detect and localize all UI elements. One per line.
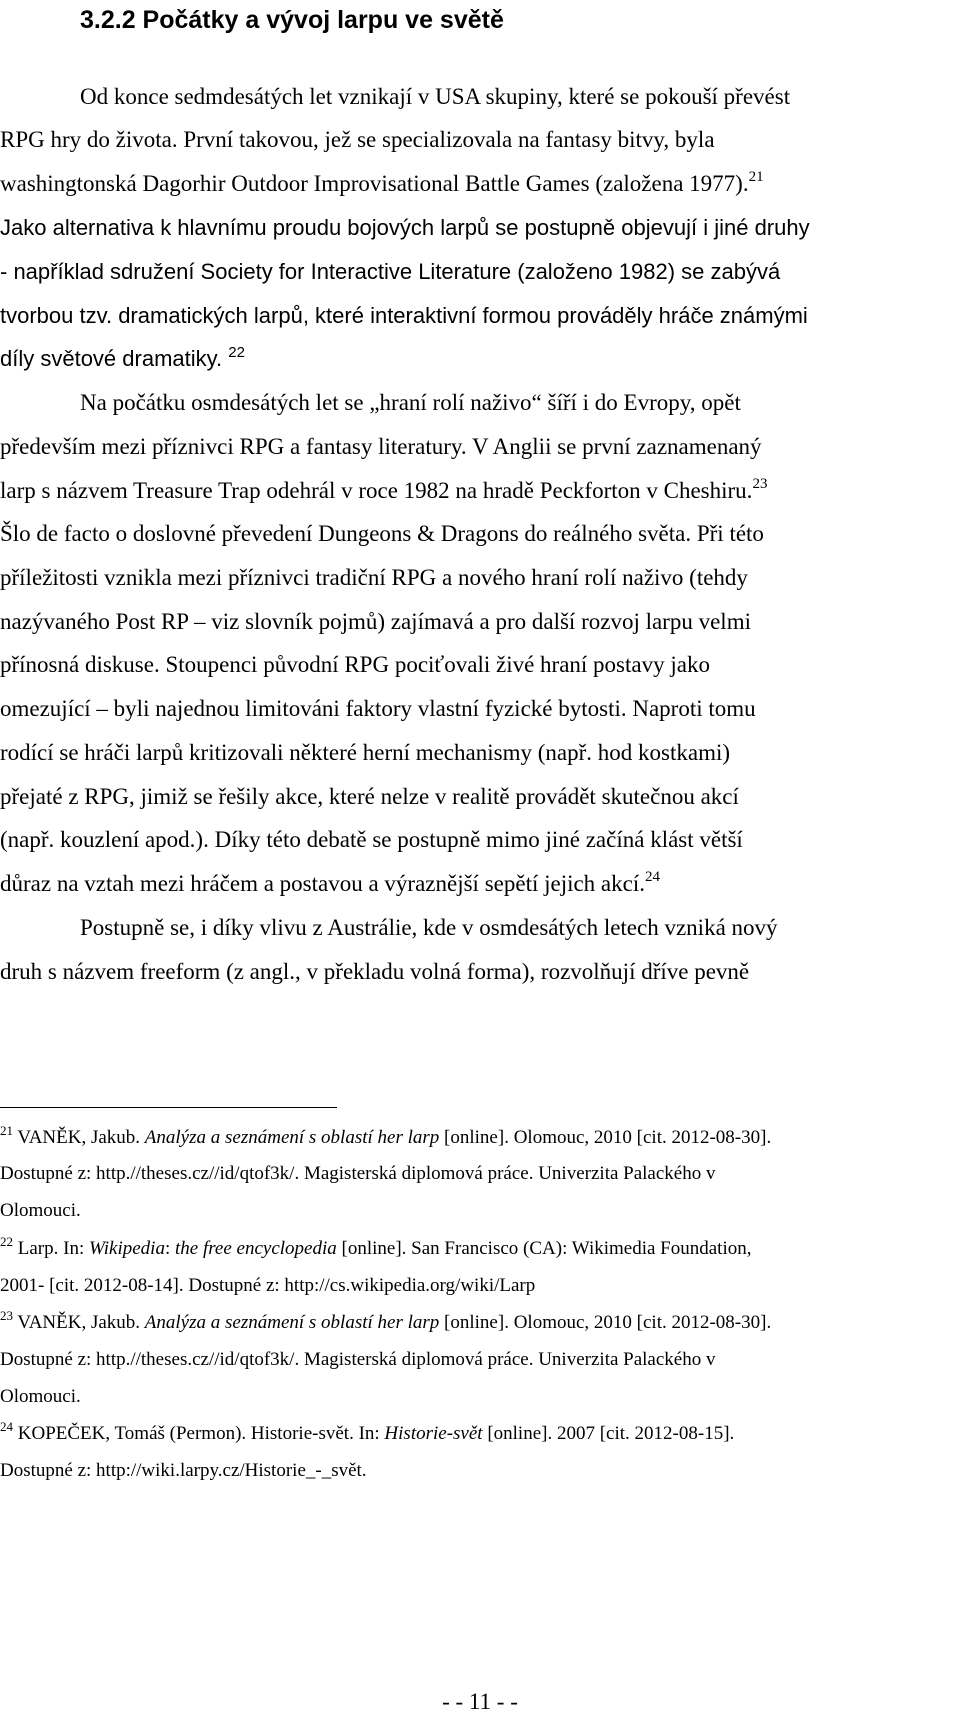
footnote-ref[interactable]: 21 <box>748 169 764 186</box>
body-line: důraz na vztah mezi hráčem a postavou a výraznější sepětí jejich akcí.$^{24}$ <box>0 869 660 896</box>
body-line: druh s názvem freeform (z angl., v překladu volná forma), rozvolňují dříve pevně <box>0 959 750 984</box>
body-line: washingtonská Dagorhir Outdoor Improvisational Battle Games (založena 1977).$^{21}$ <box>0 169 764 196</box>
body-line: RPG hry do života. První takovou, jež se specializovala na fantasy bitvy, byla <box>0 127 715 152</box>
body-line: přejaté z RPG, jimiž se řešily akce, které nelze v realitě provádět skutečnou akcí <box>0 784 739 809</box>
footnote-22: $^{22}$ Larp. In: Wikipedia: the free encyclopedia [online]. San Francisco (CA): Wikimedia Foundation, <box>0 1233 752 1259</box>
body-line: Na počátku osmdesátých let se „hraní rolí naživo“ šíří i do Evropy, opět <box>80 390 741 415</box>
body-line: přínosná diskuse. Stoupenci původní RPG pociťovali živé hraní postavy jako <box>0 652 710 677</box>
footnote-24-line: Dostupné z: http://wiki.larpy.cz/Historie_-_svět. <box>0 1460 367 1481</box>
body-line: především mezi příznivci RPG a fantasy literatury. V Anglii se první zaznamenaný <box>0 434 762 459</box>
body-line: omezující – byli najednou limitováni faktory vlastní fyzické bytosti. Naproti tomu <box>0 696 756 721</box>
footnote-21-line: Olomouci. <box>0 1200 81 1221</box>
body-line: rodící se hráči larpů kritizovali některé herní mechanismy (např. hod kostkami) <box>0 740 731 765</box>
footnote-22-line <box>0 1274 535 1298</box>
body-line: Postupně se, i díky vlivu z Austrálie, kde v osmdesátých letech vzniká nový <box>80 915 778 940</box>
body-line: nazývaného Post RP – viz slovník pojmů) zajímavá a pro další rozvoj larpu velmi <box>0 609 751 634</box>
footnote-ref[interactable]: 23 <box>752 476 768 493</box>
body-line: - například sdružení Society for Interactive Literature (založeno 1982) se zabývá <box>0 259 781 284</box>
body-line: díly světové dramatiky. $^{22}$ <box>0 343 245 371</box>
body-line: larp s názvem Treasure Trap odehrál v roce 1982 na hradě Peckforton v Cheshiru.$^{23}$ <box>0 476 768 503</box>
body-line: Jako alternativa k hlavnímu proudu bojových larpů se postupně objevují i jiné druhy <box>0 215 810 240</box>
page-number: - - 11 - - <box>442 1689 518 1714</box>
body-line: Šlo de facto o doslovné převedení Dungeons & Dragons do reálného světa. Při této <box>0 521 764 546</box>
footnote-24: $^{24}$ KOPEČEK, Tomáš (Permon). Historie-svět. In: Historie-svět [online]. 2007 [cit. 2012-08-15]. <box>0 1418 735 1444</box>
body-line: tvorbou tzv. dramatických larpů, které interaktivní formou prováděly hráče známými <box>0 303 808 328</box>
footnote-ref[interactable]: 24 <box>645 869 660 886</box>
section-heading: 3.2.2 Počátky a vývoj larpu ve světě <box>80 6 504 34</box>
body-line: (např. kouzlení apod.). Díky této debatě se postupně mimo jiné začíná klást větší <box>0 827 743 852</box>
footnote-21: $^{21}$ VANĚK, Jakub. Analýza a seznámení s oblastí her larp [online]. Olomouc, 2010 [cit. 2012-08-30]. <box>0 1122 772 1148</box>
footnote-21-line: Dostupné z: http.//theses.cz//id/qtof3k/. Magisterská diplomová práce. Univerzita Palackého v <box>0 1163 716 1184</box>
body-line: Od konce sedmdesátých let vznikají v USA skupiny, které se pokouší převést <box>80 84 791 109</box>
footnote-ref[interactable]: 22 <box>228 343 245 361</box>
body-line: příležitosti vznikla mezi příznivci tradiční RPG a nového hraní rolí naživo (tehdy <box>0 565 748 590</box>
footnote-separator <box>0 1107 337 1108</box>
footnote-23: $^{23}$ VANĚK, Jakub. Analýza a seznámení s oblastí her larp [online]. Olomouc, 2010 [cit. 2012-08-30]. <box>0 1307 772 1333</box>
footnote-23-line: Dostupné z: http.//theses.cz//id/qtof3k/. Magisterská diplomová práce. Univerzita Palackého v <box>0 1349 716 1370</box>
footnote-23-line: Olomouci. <box>0 1386 81 1407</box>
footnote-22-link[interactable]: 2001- [cit. 2012-08-14]. Dostupné z: http://cs.wikipedia.org/wiki/Larp <box>0 1275 536 1296</box>
